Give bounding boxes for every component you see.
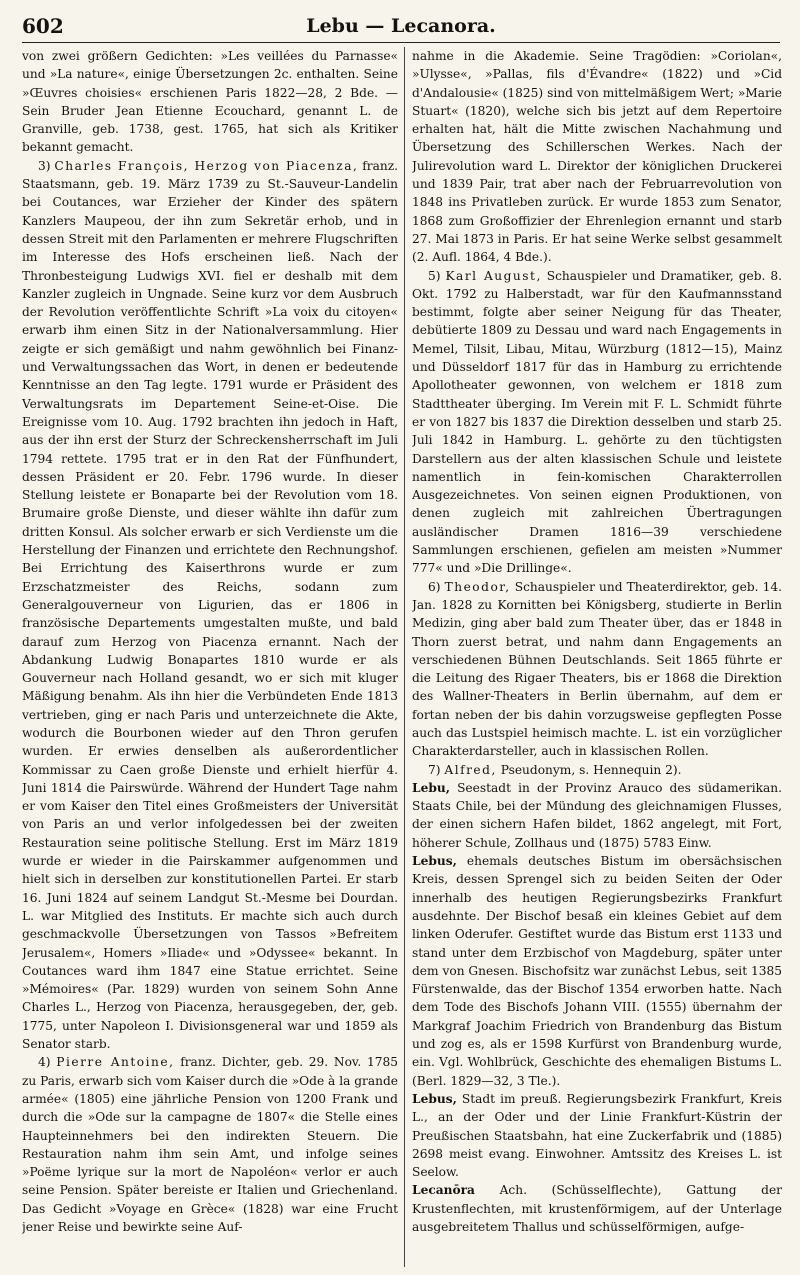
column-divider [404,47,405,1267]
entry-paragraph: 3) Charles François, Herzog von Piacenza, franz. Staatsmann, geb. 19. März 1739 zu St.-Sauveur-Landelin bei Coutances, war Erzieher der Kinder des spätern Kanzlers Maupeou, der ihn zum Sekretär erhob, und in dessen Streit mit den Parlamenten er mehrere Flugschriften im Interesse des Hofs erscheinen ließ. Nach der Thronbesteigung Ludwigs XVI. fiel er deshalb mit dem Kanzler zugleich in Ungnade. Seine kurz vor dem Ausbruch der Revolution veröffentlichte Schrift »La voix du citoyen« erwarb ihm einen Sitz in der Nationalversammlung. Hier zeigte er sich gemäßigt und nahm gewöhnlich bei Finanz- und Verwaltungssachen das Wort, in denen er bedeutende Kenntnisse an den Tag legte. 1791 wurde er Präsident des Verwaltungsrats im Departement Seine-et-Oise. Die Ereignisse vom 10. Aug. 1792 brachten ihn jedoch in Haft, aus der ihn erst der Sturz der Schreckensherrschaft im Juli 1794 rettete. 1795 trat er in den Rat der Fünfhundert, dessen Präsident er 20. Febr. 1796 wurde. In dieser Stellung leistete er Bonaparte bei der Revolution vom 18. Brumaire große Dienste, und dieser wählte ihn dafür zum dritten Konsul. Als solcher erwarb er sich Verdienste um die Herstellung der Finanzen und errichtete den Rechnungshof. Bei Errichtung des Kaiserthrons wurde er zum Erzschatzmeister des Reichs, sodann zum Generalgouverneur von Ligurien, das er 1806 in französische Departements umgestalten mußte, und bald darauf zum Herzog von Piacenza ernannt. Nach der Abdankung Ludwig Bonapartes 1810 wurde er als Gouverneur nach Holland gesandt, wo er sich mit kluger Mäßigung benahm. Als ihn hier die Verbündeten Ende 1813 vertrieben, ging er nach Paris und unterzeichnete die Akte, wodurch die Bourbonen wieder auf den Thron gerufen wurden. Er erwies denselben als außerordentlicher Kommissar zu Caen große Dienste und erhielt hierfür 4. Juni 1814 die Pairswürde. Während der Hundert Tage nahm er vom Kaiser den Titel eines Großmeisters der Universität von Paris an und verlor infolgedessen bei der zweiten Restauration seine politische Stellung. Erst im März 1819 wurde er wieder in die Pairskammer aufgenommen und hielt sich in derselben zur konstitutionellen Partei. Er starb 16. Juni 1824 auf seinem Landgut St.-Mesme bei Dourdan. L. war Mitglied des Instituts. Er machte sich auch durch geschmackvolle Übersetzungen von Tassos »Befreitem Jerusalem«, Homers »Iliade« und »Odyssee« bekannt. In Coutances ward ihm 1847 eine Statue errichtet. Seine »Mémoires« (Par. 1829) wurden von seinem Sohn Anne Charles L., Herzog von Piacenza, herausgegeben, der, geb. 1775, unter Napoleon I. Divisionsgeneral war und 1859 als Senator starb. [22,158,398,1052]
entry-headword: Charles François, Herzog von Piacenza, [54,158,359,173]
entry-paragraph: Lecanōra Ach. (Schüsselflechte), Gattung der Krustenflechten, mit krustenförmigem, auf der Unterlage ausgebreitetem Thallus und schüsselförmigen, aufge- [412,1183,782,1234]
entry-headword: Alfred, [444,762,497,777]
entry-headword: Pierre Antoine, [56,1055,175,1070]
page-header [22,10,780,43]
entry-headword: Lecanōra [412,1183,475,1198]
entry-paragraph: Lebu, Seestadt in der Provinz Arauco des südamerikan. Staats Chile, bei der Mündung des gleichnamigen Flusses, der einen sichern Hafen bildet, 1862 angelegt, mit Fort, höherer Schule, Zollhaus und (1875) 5783 Einw. [412,780,782,850]
right-column [412,47,782,1267]
entry-paragraph: Lebus, ehemals deutsches Bistum im obersächsischen Kreis, dessen Sprengel sich zu beiden Seiten der Oder innerhalb des heutigen Regierungsbezirks Frankfurt ausdehnte. Der Bischof besaß ein kleines Gebiet auf dem linken Oderufer. Gestiftet wurde das Bistum erst 1133 und stand unter dem Erzbischof von Magdeburg, später unter dem von Gnesen. Bischofsitz war zunächst Lebus, seit 1385 Fürstenwalde, das der Bischof 1354 erworben hatte. Nach dem Tode des Bischofs Johann VIII. (1555) übernahm der Markgraf Joachim Friedrich von Brandenburg das Bistum und zog es, als er 1598 Kurfürst von Brandenburg wurde, ein. Vgl. Wohlbrück, Geschichte des ehemaligen Bistums L. (Berl. 1829—32, 3 Tle.). [412,854,782,1088]
entry-paragraph: von zwei größern Gedichten: »Les veillées du Parnasse« und »La nature«, einige Übersetzungen 2c. enthalten. Seine »Œuvres choisies« erschienen Paris 1822—28, 2 Bde. — Sein Bruder Jean Etienne Ecouchard, genannt L. de Granville, geb. 1738, gest. 1765, hat sich als Kritiker bekannt gemacht. [22,49,398,155]
entry-headword: Karl August, [445,268,542,283]
entry-headword: Theodor, [444,579,511,594]
left-column [22,47,398,1267]
entry-headword: Lebu, [412,780,450,795]
entry-paragraph: 7) Alfred, Pseudonym, s. Hennequin 2). [428,762,682,777]
entry-paragraph: Lebus, Stadt im preuß. Regierungsbezirk Frankfurt, Kreis L., an der Oder und der Linie Frankfurt-Küstrin der Preußischen Staatsbahn, hat eine Zuckerfabrik und (1885) 2698 meist evang. Einwohner. Amtssitz des Kreises L. ist Seelow. [412,1091,782,1180]
entry-paragraph: 4) Pierre Antoine, franz. Dichter, geb. 29. Nov. 1785 zu Paris, erwarb sich vom Kaiser durch die »Ode à la grande armée« (1805) eine jährliche Pension von 1200 Frank und durch die »Ode sur la campagne de 1807« die Stelle eines Haupteinnehmers bei den indirekten Steuern. Die Restauration nahm ihm sein Amt, und infolge seines »Poëme lyrique sur la mort de Napoléon« verlor er auch seine Pension. Später bereiste er Italien und Griechenland. Das Gedicht »Voyage en Grèce« (1828) war eine Frucht jener Reise und bewirkte seine Auf- [22,1055,398,1234]
entry-headword: Lebus, [412,1091,457,1106]
entry-paragraph: nahme in die Akademie. Seine Tragödien: »Coriolan«, »Ulysse«, »Pallas, fils d'Évandre« (1822) und »Cid d'Andalousie« (1825) sind von mittelmäßigem Wert; »Marie Stuart« (1820), welche sich bis jetzt auf dem Repertoire erhalten hat, hält die Mitte zwischen Nachahmung und Übersetzung des Schillerschen Werkes. Nach der Julirevolution ward L. Direktor der königlichen Druckerei und 1839 Pair, trat aber nach der Februarrevolution von 1848 ins Privatleben zurück. Er wurde 1853 zum Senator, 1868 zum Großoffizier der Ehrenlegion ernannt und starb 27. Mai 1873 in Paris. Er hat seine Werke selbst gesammelt (2. Aufl. 1864, 4 Bde.). [412,49,782,265]
entry-headword: Lebus, [412,854,457,869]
running-title: Lebu — Lecanora. [306,15,496,37]
page-number: 602 [22,14,64,38]
entry-paragraph: 6) Theodor, Schauspieler und Theaterdirektor, geb. 14. Jan. 1828 zu Kornitten bei Königsberg, studierte in Berlin Medizin, ging aber bald zum Theater über, das er 1848 in Thorn zuerst betrat, und nahm dann Engagements an verschiedenen Bühnen Deutschlands. Seit 1865 führte er die Leitung des Rigaer Theaters, bis er 1868 die Direktion des Wallner-Theaters in Berlin übernahm, auf dem er fortan neben der bis dahin vorzugsweise gepflegten Posse auch das Lustspiel heimisch machte. L. ist ein vorzüglicher Charakterdarsteller, auch in klassischen Rollen. [412,579,782,759]
entry-paragraph: 5) Karl August, Schauspieler und Dramatiker, geb. 8. Okt. 1792 zu Halberstadt, war für den Kaufmannsstand bestimmt, folgte aber seiner Neigung für das Theater, debütierte 1809 zu Dessau und ward nach Engagements in Memel, Tilsit, Libau, Mitau, Würzburg (1812—15), Mainz und Düsseldorf 1817 für das in Hamburg zu errichtende Apollotheater gewonnen, von welchem er 1818 zum Stadttheater überging. Im Verein mit F. L. Schmidt führte er von 1827 bis 1837 die Direktion desselben und starb 25. Juli 1842 in Hamburg. L. gehörte zu den tüchtigsten Darstellern aus der alten klassischen Schule und leistete namentlich in fein-komischen Charakterrollen Ausgezeichnetes. Von seinen eignen Produktionen, von denen zugleich mit zahlreichen Übertragungen ausländischer Dramen 1816—39 verschiedene Sammlungen erschienen, gefielen am meisten »Nummer 777« und »Die Drillinge«. [412,268,782,576]
